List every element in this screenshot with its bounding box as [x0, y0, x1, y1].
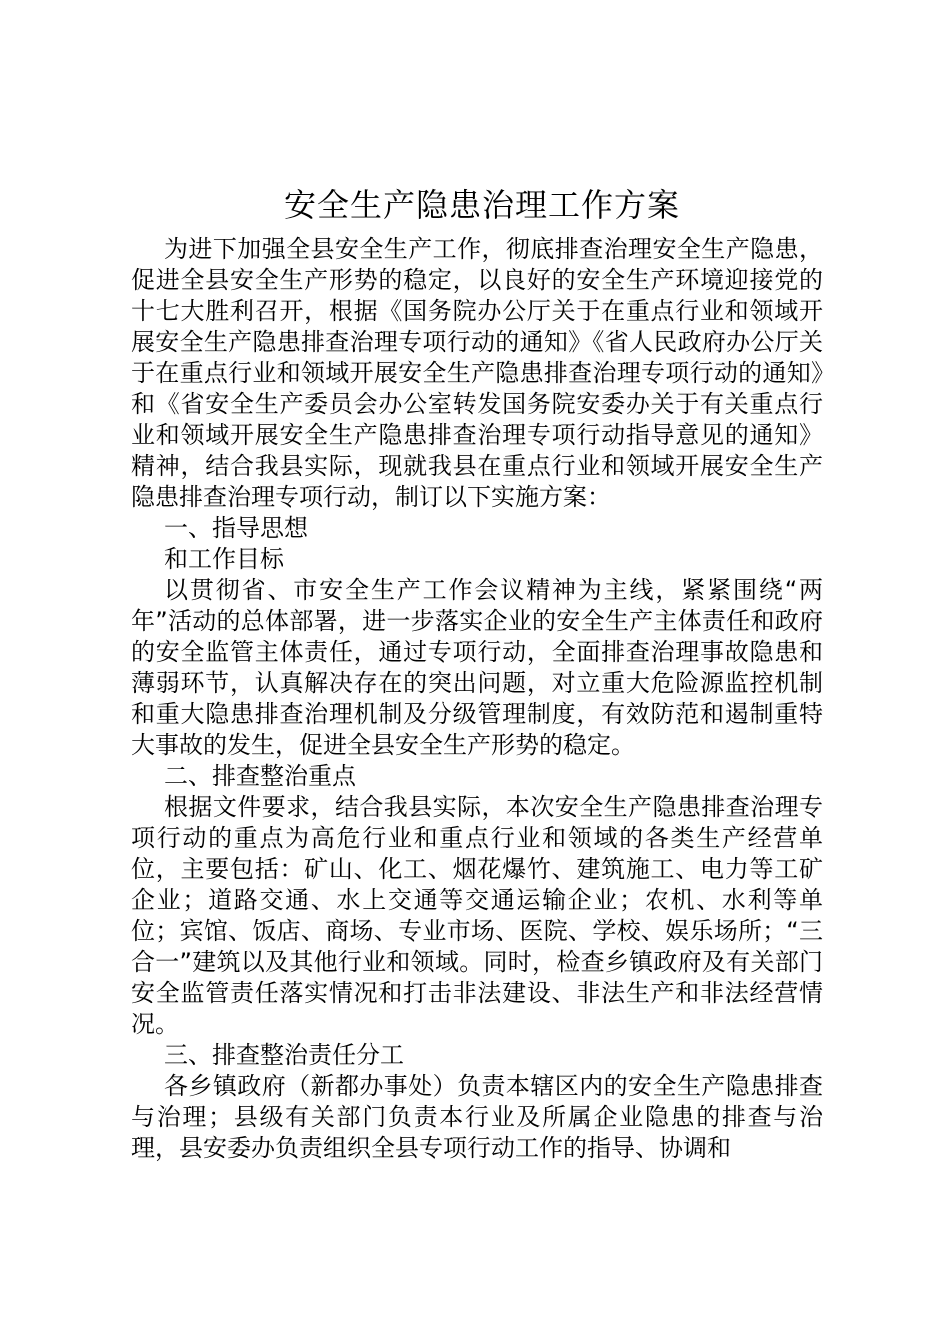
document-body	[131, 234, 823, 1164]
section-3-paragraph: 各乡镇政府（新都办事处）负责本辖区内的安全生产隐患排查与治理；县级有关部门负责本行业及所属企业隐患的排查与治理，县安委办负责组织全县专项行动工作的指导、协调和	[131, 1072, 823, 1162]
intro-paragraph: 为进下加强全县安全生产工作，彻底排查治理安全生产隐患，促进全县安全生产形势的稳定，以良好的安全生产环境迎接党的十七大胜利召开，根据《国务院办公厅关于在重点行业和领域开展安全生产隐患排查治理专项行动的通知》《省人民政府办公厅关于在重点行业和领域开展安全生产隐患排查治理专项行动的通知》和《省安全生产委员会办公室转发国务院安委办关于有关重点行业和领域开展安全生产隐患排查治理专项行动指导意见的通知》精神，结合我县实际，现就我县在重点行业和领域开展安全生产隐患排查治理专项行动，制订以下实施方案：	[131, 235, 823, 511]
section-2-paragraph: 根据文件要求，结合我县实际，本次安全生产隐患排查治理专项行动的重点为高危行业和重点行业和领域的各类生产经营单位，主要包括：矿山、化工、烟花爆竹、建筑施工、电力等工矿企业；道路交通、水上交通等交通运输企业；农机、水利等单位；宾馆、饭店、商场、专业市场、医院、学校、娱乐场所；“三合一”建筑以及其他行业和领域。同时，检查乡镇政府及有关部门安全监管责任落实情况和打击非法建设、非法生产和非法经营情况。	[131, 793, 823, 1038]
section-3-heading: 三、排查整治责任分工	[164, 1041, 404, 1069]
section-2-heading: 二、排查整治重点	[164, 762, 356, 790]
document-title: 安全生产隐患治理工作方案	[283, 186, 680, 224]
document-page	[131, 183, 823, 1164]
section-1-paragraph: 以贯彻省、市安全生产工作会议精神为主线，紧紧围绕“两年”活动的总体部署，进一步落实企业的安全生产主体责任和政府的安全监管主体责任，通过专项行动，全面排查治理事故隐患和薄弱环节，认真解决存在的突出问题，对立重大危险源监控机制和重大隐患排查治理机制及分级管理制度，有效防范和遏制重特大事故的发生，促进全县安全生产形势的稳定。	[131, 576, 823, 759]
section-1-heading-line-2: 和工作目标	[164, 545, 284, 573]
section-1-heading-line-1: 一、指导思想	[164, 514, 308, 542]
